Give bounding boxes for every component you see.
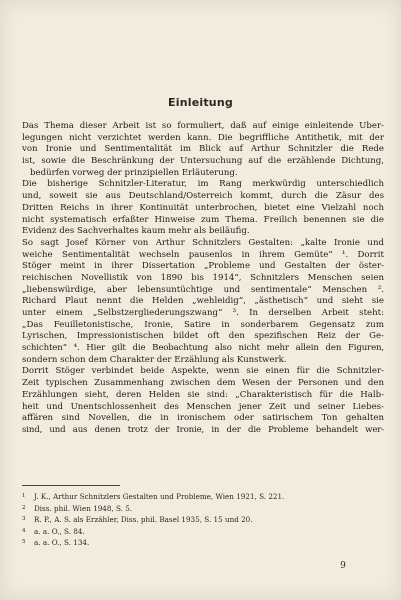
footnotes [22, 491, 382, 549]
text-line: Richard Plaut nennt die Helden „wehleidig“, „ästhetisch“ und sieht sie [22, 296, 384, 307]
footnote-number: 3 [22, 516, 26, 523]
footnote [22, 491, 382, 503]
footnote-text: J. K., Arthur Schnitzlers Gestalten und Probleme, Wien 1921, S. 221. [34, 492, 285, 501]
text-line: affären sind Novellen, die in ironischem oder satirischem Ton gehalten [22, 413, 384, 424]
text-line: Zeit typischen Zusammenhang zwischen dem Wesen der Personen und den [22, 378, 384, 389]
footnote-number: 1 [22, 493, 26, 499]
chapter-heading: Einleitung [168, 96, 233, 109]
text-line: Das Thema dieser Arbeit ist so formuliert, daß auf einige einleitende Über- [22, 121, 384, 131]
text-line: unter einem „Selbstzergliederungszwang“ ³. In derselben Arbeit steht: [22, 308, 384, 318]
text-line: legungen nicht verzichtet werden kann. Die begriffliche Antithetik, mit der [22, 132, 384, 143]
text-line: sind, und aus denen trotz der Ironie, in der die Probleme behandelt wer- [22, 424, 384, 435]
text-line: „liebenswürdige, aber lebensuntüchtige und sentimentale“ Menschen ². [22, 284, 384, 295]
footnote-text: a. a. O., S. 84. [34, 526, 85, 536]
text-line: Die bisherige Schnitzler-Literatur, im Rang merkwürdig unterschiedlich [22, 179, 384, 190]
text-line: heit und Unentschlossenheit des Menschen jener Zeit und seiner Liebes- [22, 401, 384, 412]
footnote-number: 5 [22, 539, 26, 546]
footnote [22, 514, 382, 526]
footnote-text: a. a. O., S. 134. [34, 538, 90, 548]
footnote-number: 4 [22, 527, 26, 534]
text-line: „Das Feuilletonistische, Ironie, Satire in sonderbarem Gegensatz zum [22, 319, 384, 330]
text-line: und, soweit sie aus Deutschland/Österreich kommt, durch die Zäsur des [22, 191, 384, 202]
text-line: Stöger meint in ihrer Dissertation „Probleme und Gestalten der öster- [22, 261, 384, 272]
text-line: ist, sowie die Beschränkung der Untersuchung auf die erzählende Dichtung, [22, 156, 384, 167]
text-line: bedürfen vorweg der prinzipiellen Erläuterung. [30, 167, 238, 178]
footnote-number: 2 [22, 504, 26, 511]
footnote [22, 537, 382, 549]
text-line: von Ironie und Sentimentalität im Blick auf Arthur Schnitzler die Rede [22, 144, 384, 155]
text-line: sondern schon dem Charakter der Erzählung als Kunstwerk. [22, 354, 287, 365]
text-line: Erzählungen sieht, deren Helden sie sind: „Charakteristisch für die Halb- [22, 389, 384, 400]
footnote-text: R. P., A. S. als Erzähler, Diss. phil. Basel 1935, S. 15 und 20. [34, 515, 253, 525]
footnote-text: Diss. phil. Wien 1948, S. 5. [34, 503, 133, 513]
text-line: So sagt Josef Körner von Arthur Schnitzlers Gestalten: „kalte Ironie und [22, 237, 384, 248]
text-line: schichten“ ⁴. Hier gilt die Beobachtung also nicht mehr allein den Figuren, [22, 343, 384, 354]
text-line: weiche Sentimentalität wechseln pausenlos in ihrem Gemüte“ ¹. Dorrit [22, 249, 384, 260]
footnote [22, 503, 382, 515]
page-number: 9 [340, 561, 346, 571]
text-line: Evidenz des Sachverhaltes kaum mehr als beiläufig. [22, 226, 250, 237]
text-line: nicht systematisch erfaßter Hinweise zum Thema. Freilich benennen sie die [22, 214, 384, 225]
text-line: reichischen Novellistik von 1890 bis 1914“, Schnitzlers Menschen seien [22, 272, 384, 283]
text-line: Dritten Reichs in ihrer Kontinuität unterbrochen, bietet eine Vielzahl noch [22, 202, 384, 213]
body-text [22, 121, 384, 437]
footnote [22, 526, 382, 538]
footnote-divider [22, 485, 120, 486]
text-line: Lyrischen, Impressionistischen bildet oft den spezifischen Reiz der Ge- [22, 331, 384, 342]
text-line: Dorrit Stöger verbindet beide Aspekte, wenn sie einen für die Schnitzler- [22, 366, 384, 377]
